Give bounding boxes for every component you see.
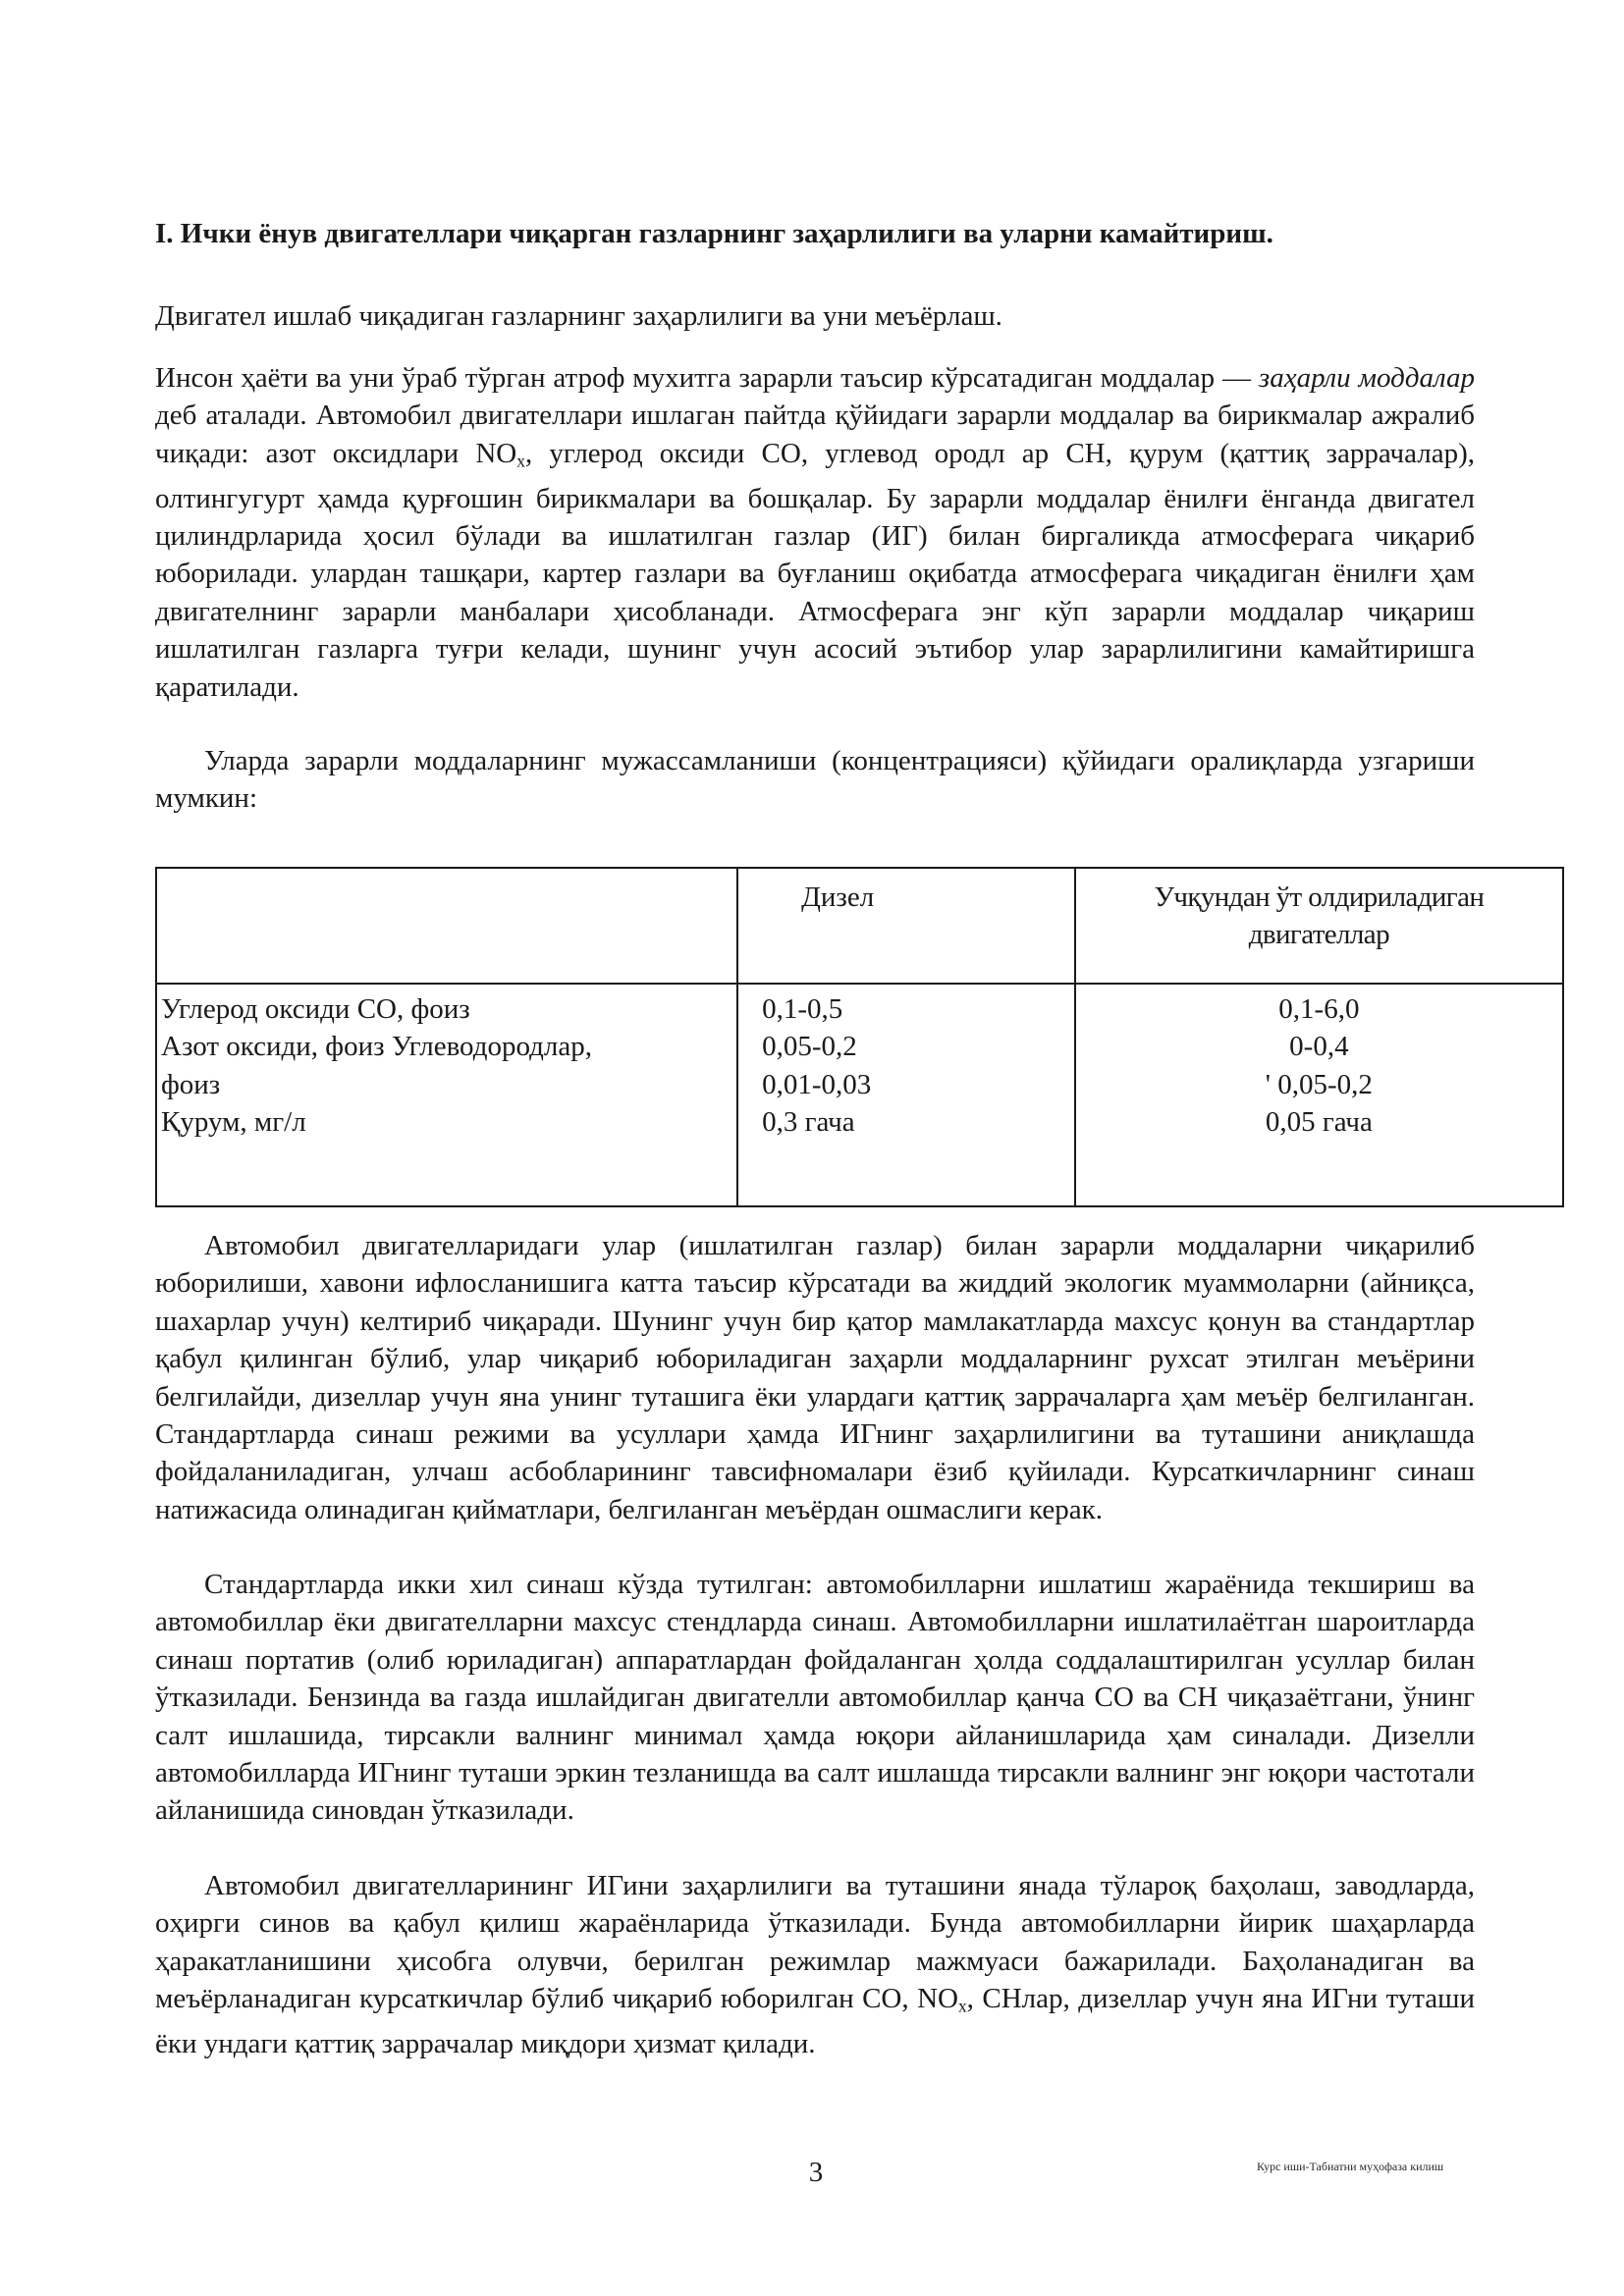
paragraph-evaluation-text-2: , СНлар, дизеллар учун яна ИГни туташи ёки ундаги қаттиқ заррачалар миқдори ҳизмат қилади. (155, 1983, 1475, 2059)
table-cell-line: ' 0,05-0,2 (1265, 1068, 1373, 1100)
table-row (156, 984, 1563, 1206)
footer-note: Курс иши-Табиатни муҳофаза килиш (1257, 2160, 1444, 2173)
page-number: 3 (808, 2157, 824, 2188)
table-header-spark-line-2: двигателлар (1248, 919, 1389, 950)
table-cell-line: 0-0,4 (1289, 1031, 1349, 1063)
table-cell-line: Азот оксиди, фоиз Углеводородлар, (161, 1031, 592, 1063)
table-cell-spark-values (1075, 984, 1563, 1206)
concentration-table (155, 867, 1564, 1207)
table-header-diesel: Дизел (737, 868, 1075, 984)
table-cell-diesel-values (737, 984, 1075, 1206)
italic-term: заҳарли моддалар (1258, 362, 1475, 394)
paragraph-standards: Автомобил двигателларидаги улар (ишлатилган газлар) билан зарарли моддаларни чиқарилиб юборилиши, хавони ифлосланишига катта таъсир кўрсатади ва жиддий экологик муаммоларни (айниқса, шахарлар учун) келтириб чиқаради. Шунинг учун бир қатор мамлакатларда махсус қонун ва стандартлар қабул қилинган бўлиб, улар чиқариб юбориладиган заҳарли моддаларнинг рухсат этилган меъёрини белгилайди, дизеллар учун яна унинг туташига ёки улардаги қаттиқ заррачаларга ҳам меъёр белгиланган. Стандартларда синаш режими ва усуллари ҳамда ИГнинг заҳарлилигини ва туташини аниқлашда фойдаланиладиган, улчаш асбобларининг тавсифномалари ёзиб қуйилади. Курсаткичларнинг синаш натижасида олинадиган қийматлари, белгиланган меъёрдан ошмаслиги керак. (155, 1230, 1475, 1525)
paragraph-intro-text-3: , углерод оксиди СО, углевод ородл ар СН, қурум (қаттиқ заррачалар), олтингугурт ҳамда қурғошин бирикмалари ва бошқалар. Бу зарарли моддалар ёнилғи ёнганда двигател цилиндрларида ҳосил бўлади ва ишлатилган газлар (ИГ) билан биргаликда атмосферага чиқариб юборилади. улардан ташқари, картер газлари ва буғланиш оқибатда атмосферага чиқадиган ёнилғи ҳам двигателнинг зарарли манбалари ҳисобланади. Атмосферага энг кўп зарарли моддалар чиқариш ишлатилган газларга туғри келади, шунинг учун асосий эътибор улар зарарлилигини камайтиришга қаратилади. (155, 437, 1475, 703)
paragraph-intro-text-2: деб аталади. Автомобил двигателлари ишлаган пайтда қўйидаги зарарли моддалар ва бирикмалар ажралиб чиқади: азот оксидлари NO (155, 400, 1475, 469)
table-cell-line: Углерод оксиди СО, фоиз (161, 993, 470, 1025)
paragraph-concentration-intro: Уларда зарарли моддаларнинг мужассамланиши (концентрацияси) қўйидаги оралиқларда узгариши мумкин: (155, 745, 1475, 815)
table-header-spark-line-1: Учқундан ўт олдириладиган (1154, 881, 1485, 913)
paragraph-intro (155, 359, 1475, 706)
table-cell-line: 0,1-6,0 (1278, 993, 1360, 1025)
subscript-x: x (516, 451, 525, 471)
table-header-empty (156, 868, 737, 984)
table-cell-line: 0,3 гача (762, 1106, 855, 1139)
section-heading: І. Ички ёнув двигателлари чиқарган газларнинг заҳарлилиги ва уларни камайтириш. (155, 218, 1273, 249)
table-cell-line: 0,01-0,03 (762, 1068, 872, 1100)
subscript-x: x (957, 1996, 967, 2016)
table-cell-line: 0,05 гача (1265, 1106, 1373, 1139)
table-cell-line: Қурум, мг/л (161, 1106, 306, 1139)
paragraph-testing: Стандартларда икки хил синаш кўзда тутилган: автомобилларни ишлатиш жараёнида текшириш ва автомобиллар ёки двигателларни махсус стендларда синаш. Автомобилларни ишлатилаётган шароитларда синаш портатив (олиб юриладиган) аппаратлардан фойдаланган ҳолда соддалаштирилган усуллар билан ўтказилади. Бензинда ва газда ишлайдиган двигателли автомобиллар қанча СО ва СН чиқазаётгани, ўнинг салт ишлашида, тирсакли валнинг минимал ҳамда юқори айланишларида ҳам синалади. Дизелли автомобилларда ИГнинг туташи эркин тезланишда ва салт ишлашда тирсакли валнинг энг юқори частотали айланишида синовдан ўтказилади. (155, 1569, 1475, 1827)
paragraph-intro-text-1: Инсон ҳаёти ва уни ўраб тўрган атроф мухитга зарарли таъсир кўрсатадиган моддалар — (155, 362, 1259, 394)
table-cell-line: 0,1-0,5 (762, 993, 843, 1025)
paragraph-evaluation (155, 1867, 1475, 2062)
table-header-spark-ignition (1075, 868, 1563, 984)
concentration-table-wrapper (155, 867, 1564, 1207)
paragraph-evaluation-text-1: Автомобил двигателларининг ИГини заҳарлилиги ва туташини янада тўлароқ баҳолаш, заводларда, оҳирги синов ва қабул қилиш жараёнларида ўтказилади. Бунда автомобилларни йирик шаҳарларда ҳаракатланишини ҳисобга олувчи, берилган режимлар мажмуаси бажарилади. Баҳоланадиган ва меъёрланадиган курсаткичлар бўлиб чиқариб юборилган СО, NO (155, 1870, 1475, 2015)
table-header-row (156, 868, 1563, 984)
table-cell-line: фоиз (161, 1068, 221, 1100)
table-cell-substances (156, 984, 737, 1206)
table-cell-line: 0,05-0,2 (762, 1031, 857, 1063)
section-subheading: Двигател ишлаб чиқадиган газларнинг заҳарлилиги ва уни меъёрлаш. (155, 300, 1002, 332)
